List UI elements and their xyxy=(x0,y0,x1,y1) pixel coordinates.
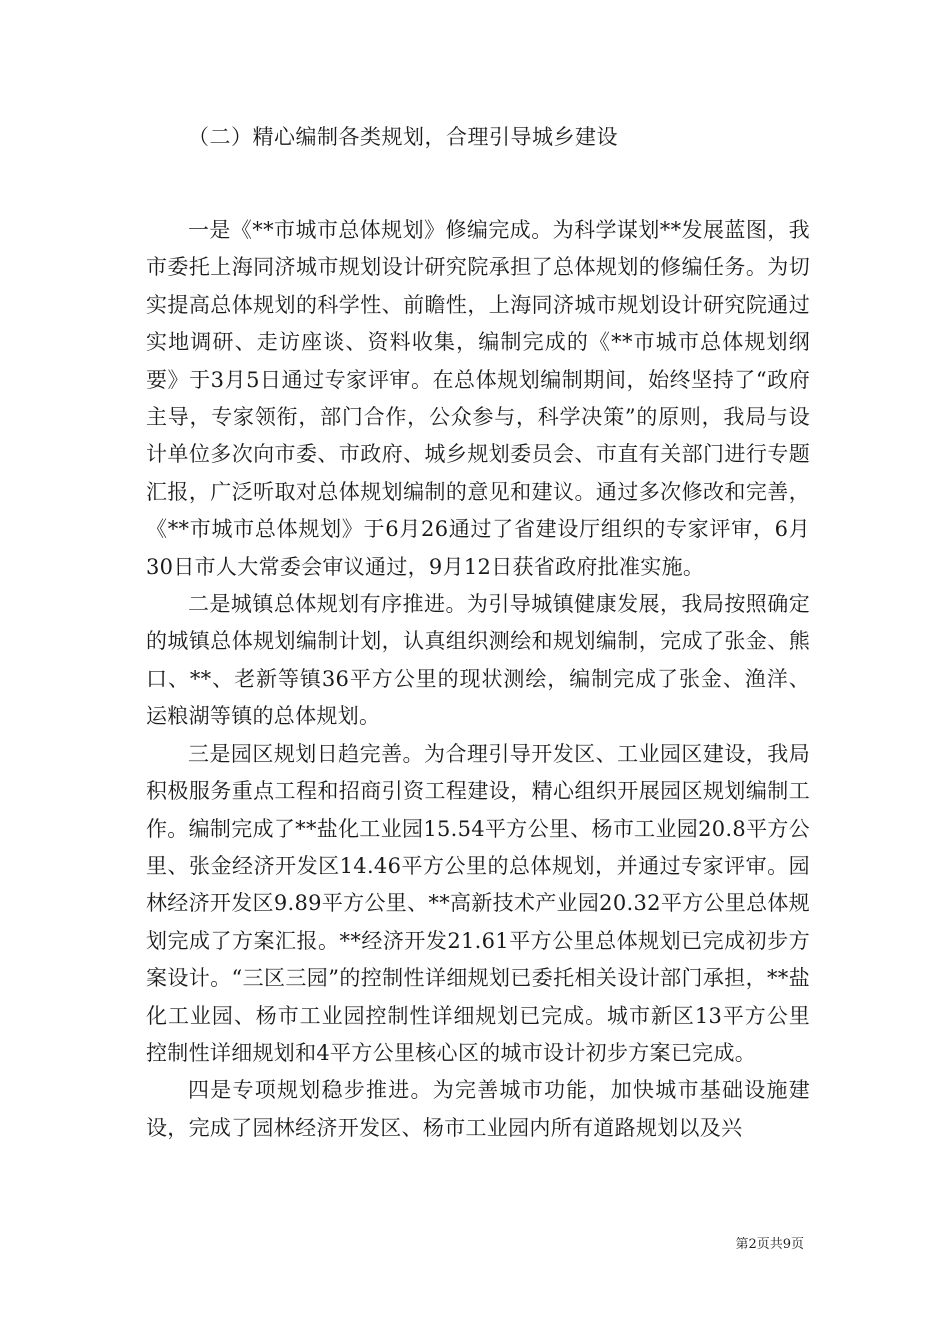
section-heading: （二）精心编制各类规划，合理引导城乡建设 xyxy=(188,125,618,149)
paragraph-park-planning: 三是园区规划日趋完善。为合理引导开发区、工业园区建设，我局积极服务重点工程和招商引资工程建设，精心组织开展园区规划编制工作。编制完成了**盐化工业园15.54平方公里、杨市工业园20.8平方公里、张金经济开发区14.46平方公里的总体规划，并通过专家评审。园林经济开发区9.89平方公里、**高新技术产业园20.32平方公里总体规划完成了方案汇报。**经济开发21.61平方公里总体规划已完成初步方案设计。“三区三园”的控制性详细规划已委托相关设计部门承担，**盐化工业园、杨市工业园控制性详细规划已完成。城市新区13平方公里控制性详细规划和4平方公里核心区的城市设计初步方案已完成。 xyxy=(146,741,810,1065)
paragraph-town-planning: 二是城镇总体规划有序推进。为引导城镇健康发展，我局按照确定的城镇总体规划编制计划，认真组织测绘和规划编制，完成了张金、熊口、**、老新等镇36平方公里的现状测绘，编制完成了张金、渔洋、运粮湖等镇的总体规划。 xyxy=(146,592,810,729)
body-text xyxy=(146,212,810,1147)
paragraph-special-planning: 四是专项规划稳步推进。为完善城市功能，加快城市基础设施建设，完成了园林经济开发区、杨市工业园内所有道路规划以及兴 xyxy=(146,1078,810,1140)
page-footer xyxy=(0,1233,950,1254)
page-number: 第2页共9页 xyxy=(735,1237,804,1252)
paragraph-master-plan: 一是《**市城市总体规划》修编完成。为科学谋划**发展蓝图，我市委托上海同济城市规划设计研究院承担了总体规划的修编任务。为切实提高总体规划的科学性、前瞻性，上海同济城市规划设计研究院通过实地调研、走访座谈、资料收集，编制完成的《**市城市总体规划纲要》于3月5日通过专家评审。在总体规划编制期间，始终坚持了“政府主导，专家领衔，部门合作，公众参与，科学决策”的原则，我局与设计单位多次向市委、市政府、城乡规划委员会、市直有关部门进行专题汇报，广泛听取对总体规划编制的意见和建议。通过多次修改和完善，《**市城市总体规划》于6月26通过了省建设厅组织的专家评审，6月30日市人大常委会审议通过，9月12日获省政府批准实施。 xyxy=(146,218,810,579)
